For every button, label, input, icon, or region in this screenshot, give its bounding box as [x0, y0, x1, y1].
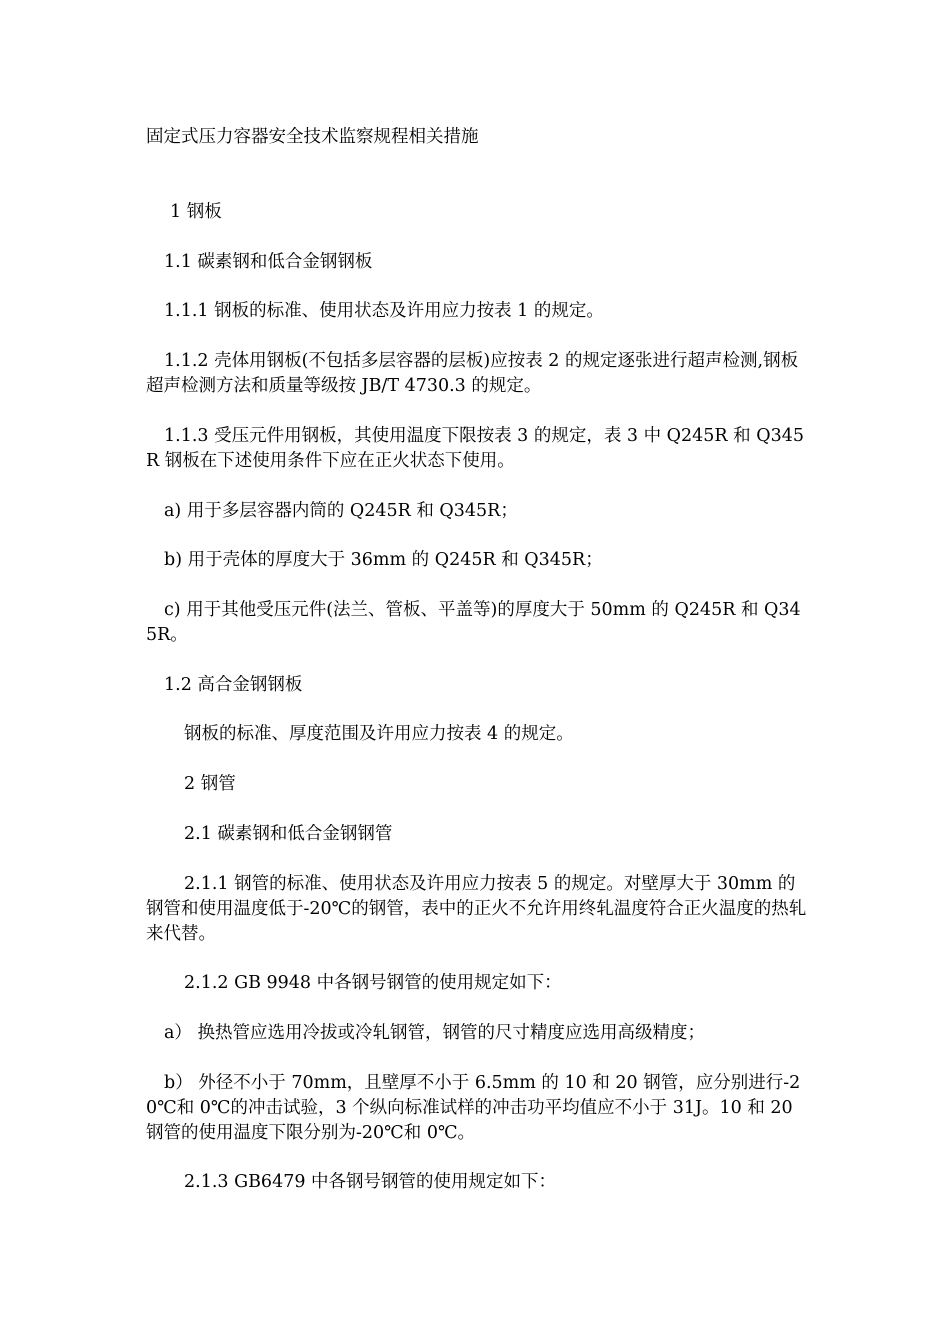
section-heading-1: 1 钢板 — [170, 202, 222, 222]
paragraph-2-1-1: 2.1.1 钢管的标准、使用状态及许用应力按表 5 的规定。对壁厚大于 30mm 的钢管和使用温度低于-20℃的钢管，表中的正火不允许用终轧温度符合正火温度的热轧来代替。 — [146, 874, 807, 944]
list-item-2-b: b） 外径不小于 70mm，且壁厚不小于 6.5mm 的 10 和 20 钢管，应分别进行-20℃和 0℃的冲击试验，3 个纵向标准试样的冲击功平均值应不小于 31J。10 和 20 钢管的使用温度下限分别为-20℃和 0℃。 — [146, 1073, 801, 1143]
paragraph-1-1-3: 1.1.3 受压元件用钢板，其使用温度下限按表 3 的规定，表 3 中 Q245R 和 Q345R 钢板在下述使用条件下应在正火状态下使用。 — [146, 426, 804, 471]
paragraph-1-1-1: 1.1.1 钢板的标准、使用状态及许用应力按表 1 的规定。 — [164, 301, 604, 321]
subsection-heading-1-1: 1.1 碳素钢和低合金钢钢板 — [164, 252, 373, 272]
section-heading-2: 2 钢管 — [184, 774, 236, 794]
list-item-c: c) 用于其他受压元件(法兰、管板、平盖等)的厚度大于 50mm 的 Q245R 和 Q345R。 — [146, 600, 801, 645]
paragraph-2-1-2: 2.1.2 GB 9948 中各钢号钢管的使用规定如下： — [184, 973, 562, 993]
document-title: 固定式压力容器安全技术监察规程相关措施 — [146, 127, 479, 147]
paragraph-1-1-2: 1.1.2 壳体用钢板(不包括多层容器的层板)应按表 2 的规定逐张进行超声检测,钢板超声检测方法和质量等级按 JB/T 4730.3 的规定。 — [146, 351, 799, 396]
subsection-heading-2-1: 2.1 碳素钢和低合金钢钢管 — [184, 824, 393, 844]
list-item-a: a) 用于多层容器内筒的 Q245R 和 Q345R； — [164, 501, 518, 521]
paragraph-2-1-3: 2.1.3 GB6479 中各钢号钢管的使用规定如下： — [184, 1172, 557, 1192]
subsection-heading-1-2: 1.2 高合金钢钢板 — [164, 675, 303, 695]
list-item-2-a: a） 换热管应选用冷拔或冷轧钢管，钢管的尺寸精度应选用高级精度； — [164, 1023, 705, 1043]
paragraph-1-2: 钢板的标准、厚度范围及许用应力按表 4 的规定。 — [184, 724, 574, 744]
list-item-b: b) 用于壳体的厚度大于 36mm 的 Q245R 和 Q345R； — [164, 550, 603, 570]
